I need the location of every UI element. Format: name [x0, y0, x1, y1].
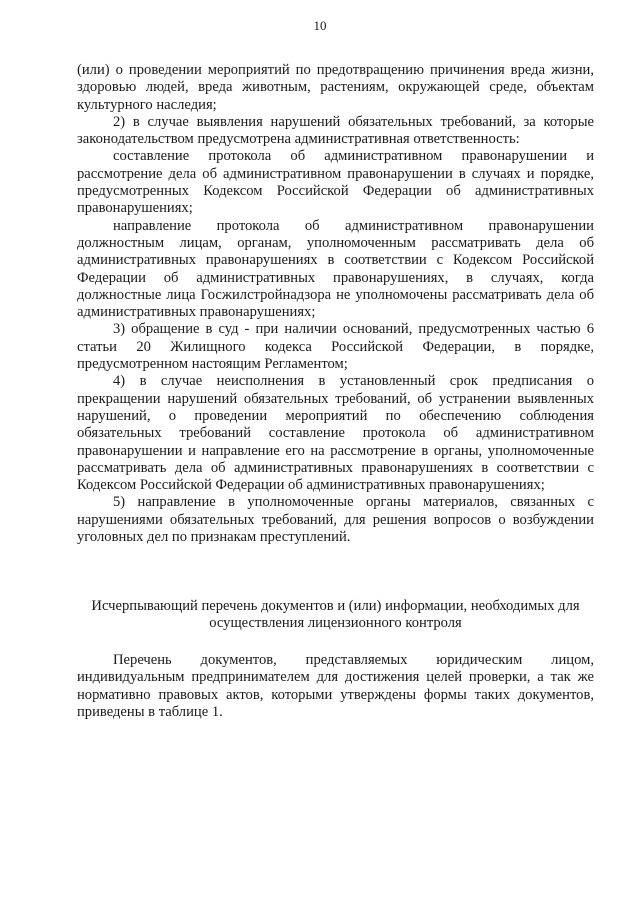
paragraph-2: 2) в случае выявления нарушений обязательных требований, за которые законодательством предусмотрена административная ответственность: — [77, 113, 594, 148]
page-number: 10 — [313, 18, 327, 33]
paragraph-4: направление протокола об административном правонарушении должностным лицам, органам, уполномоченным рассматривать дела об административных правонарушениях в соответствии с Кодексом Российской Федерации об административных правонарушениях, в случаях, когда должностные лица Госжилстройнадзора не уполномочены рассматривать дела об административных правонарушениях; — [77, 217, 594, 321]
paragraph-6: 4) в случае неисполнения в установленный срок предписания о прекращении нарушений обязательных требований, об устранении выявленных нарушений, о проведении мероприятий по обеспечению соблюдения обязательных требований составление протокола об административном правонарушении и направление его на рассмотрение в органы, уполномоченные рассматривать дела об административных правонарушениях в соответствии с Кодексом Российской Федерации об административных правонарушениях; — [77, 373, 594, 494]
paragraph-1: (или) о проведении мероприятий по предотвращению причинения вреда жизни, здоровью людей, вреда животным, растениям, окружающей среде, объектам культурного наследия; — [77, 62, 594, 113]
document-body — [77, 62, 594, 546]
section-body — [77, 652, 594, 721]
closing-paragraph: Перечень документов, представляемых юридическим лицом, индивидуальным предпринимателем для достижения целей проверки, а так же нормативно правовых актов, которыми утверждены формы таких документов, приведены в таблице 1. — [77, 652, 594, 720]
paragraph-7: 5) направление в уполномоченные органы материалов, связанных с нарушениями обязательных требований, для решения вопросов о возбуждении уголовных дел по признакам преступлений. — [77, 494, 594, 546]
section-heading: Исчерпывающий перечень документов и (или) информации, необходимых для осуществления лицензионного контроля — [91, 598, 580, 632]
paragraph-5: 3) обращение в суд - при наличии оснований, предусмотренных частью 6 статьи 20 Жилищного кодекса Российской Федерации, в порядке, предусмотренном настоящим Регламентом; — [77, 321, 594, 373]
paragraph-3: составление протокола об административном правонарушении и рассмотрение дела об административном правонарушении в случаях и порядке, предусмотренных Кодексом Российской Федерации об административных правонарушениях; — [77, 148, 594, 217]
